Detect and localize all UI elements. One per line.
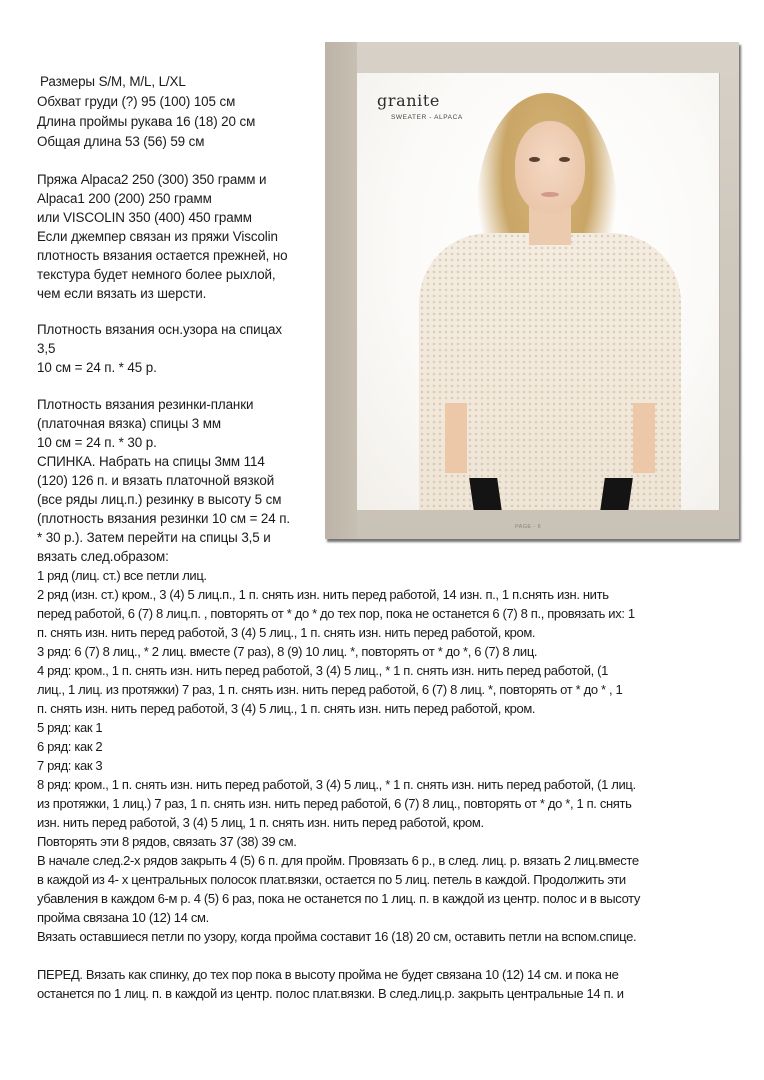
gauge-rib-line: 10 см = 24 п. * 30 р. — [37, 435, 157, 450]
magazine-photo — [325, 42, 739, 539]
photo-frame-edge — [325, 42, 357, 539]
row-instruction: п. снять изн. нить перед работой, 3 (4) 5 лиц., 1 п. снять изн. нить перед работой, кром. — [37, 701, 536, 716]
row-instruction: Вязать оставшиеся петли по узору, когда пройма составит 16 (18) 20 см, оставить петли на вспом.спице. — [37, 929, 637, 944]
model-arm — [445, 403, 467, 473]
model-pants — [599, 478, 633, 510]
back-intro-line: СПИНКА. Набрать на спицы 3мм 114 — [37, 454, 265, 469]
row-instruction: 8 ряд: кром., 1 п. снять изн. нить перед работой, 3 (4) 5 лиц., * 1 п. снять изн. нить перед работой, (1 лиц. — [37, 777, 636, 792]
brand-title: granite — [377, 91, 440, 110]
eye — [559, 157, 570, 162]
gauge-main-line: 10 см = 24 п. * 45 р. — [37, 360, 157, 375]
front-instruction: останется по 1 лиц. п. в каждой из центр. полос плат.вязки. В след.лиц.р. закрыть центральные 14 п. и — [37, 986, 624, 1001]
yarn-line: текстура будет немного более рыхлой, — [37, 267, 276, 282]
yarn-line: или VISCOLIN 350 (400) 450 грамм — [37, 210, 252, 225]
gauge-rib-line: Плотность вязания резинки-планки — [37, 397, 254, 412]
model-face — [515, 121, 585, 213]
back-intro-line: * 30 р.). Затем перейти на спицы 3,5 и — [37, 530, 271, 545]
row-instruction: В начале след.2-х рядов закрыть 4 (5) 6 п. для пройм. Провязать 6 р., в след. лиц. р. вязать 2 лиц.вместе — [37, 853, 639, 868]
row-instruction: 5 ряд: как 1 — [37, 720, 103, 735]
row-instruction: пройма связана 10 (12) 14 см. — [37, 910, 209, 925]
back-intro-line: (все ряды лиц.п.) резинку в высоту 5 см — [37, 492, 282, 507]
row-instruction: перед работой, 6 (7) 8 лиц.п. , повторять от * до * до тех пор, пока не останется 6 (7) 8 п., провязать их: 1 — [37, 606, 635, 621]
back-intro-line: (120) 126 п. и вязать платочной вязкой — [37, 473, 275, 488]
row-instruction: убавления в каждом 6-м р. 4 (5) 6 раз, пока не останется по 1 лиц. п. в каждой из центр. полос и в высоту — [37, 891, 641, 906]
yarn-line: плотность вязания остается прежней, но — [37, 248, 288, 263]
chest-size: Обхват груди (?) 95 (100) 105 см — [37, 94, 236, 109]
row-instruction: 7 ряд: как 3 — [37, 758, 103, 773]
model-arm — [633, 403, 655, 473]
model-photo — [357, 73, 720, 510]
row-instruction: п. снять изн. нить перед работой, 3 (4) 5 лиц., 1 п. снять изн. нить перед работой, кром. — [37, 625, 536, 640]
yarn-line: чем если вязать из шерсти. — [37, 286, 207, 301]
model-pants — [469, 478, 503, 510]
yarn-line: Пряжа Alpaca2 250 (300) 350 грамм и — [37, 172, 267, 187]
row-instruction: 1 ряд (лиц. ст.) все петли лиц. — [37, 568, 207, 583]
lips — [541, 192, 559, 197]
row-instruction: 2 ряд (изн. ст.) кром., 3 (4) 5 лиц.п., 1 п. снять изн. нить перед работой, 14 изн. п., 1 п.снять изн. нить — [37, 587, 609, 602]
armhole-length: Длина проймы рукава 16 (18) 20 см — [37, 114, 256, 129]
row-instruction: в каждой из 4- х центральных полосок плат.вязки, остается по 5 лиц. петель в каждой. Продолжить эти — [37, 872, 626, 887]
row-instruction: 3 ряд: 6 (7) 8 лиц., * 2 лиц. вместе (7 раз), 8 (9) 10 лиц. *, повторять от * до *, 6 (7) 8 лиц. — [37, 644, 538, 659]
eye — [529, 157, 540, 162]
row-instruction: 6 ряд: как 2 — [37, 739, 103, 754]
back-intro-line: вязать след.образом: — [37, 549, 169, 564]
sizes-title: Размеры S/M, M/L, L/XL — [40, 74, 186, 89]
row-instruction: 4 ряд: кром., 1 п. снять изн. нить перед работой, 3 (4) 5 лиц., * 1 п. снять изн. нить перед работой, (1 — [37, 663, 609, 678]
row-instruction: лиц., 1 лиц. из протяжки) 7 раз, 1 п. снять изн. нить перед работой, 6 (7) 8 лиц. *, повторять от * до * , 1 — [37, 682, 623, 697]
row-instruction: Повторять эти 8 рядов, связать 37 (38) 39 см. — [37, 834, 297, 849]
yarn-line: Alpaca1 200 (200) 250 грамм — [37, 191, 212, 206]
total-length: Общая длина 53 (56) 59 см — [37, 134, 205, 149]
gauge-main-line: 3,5 — [37, 341, 56, 356]
front-instruction: ПЕРЕД. Вязать как спинку, до тех пор пока в высоту пройма не будет связана 10 (12) 14 см. и пока не — [37, 967, 619, 982]
back-intro-line: (плотность вязания резинки 10 см = 24 п. — [37, 511, 291, 526]
yarn-line: Если джемпер связан из пряжи Viscolin — [37, 229, 278, 244]
page-number: PAGE - 6 — [515, 524, 542, 530]
gauge-rib-line: (платочная вязка) спицы 3 мм — [37, 416, 221, 431]
gauge-main-line: Плотность вязания осн.узора на спицах — [37, 322, 282, 337]
row-instruction: изн. нить перед работой, 3 (4) 5 лиц, 1 п. снять изн. нить перед работой, кром. — [37, 815, 484, 830]
brand-subtitle: SWEATER - ALPACA — [391, 114, 463, 121]
row-instruction: из протяжки, 1 лиц.) 7 раз, 1 п. снять изн. нить перед работой, 6 (7) 8 лиц., повторять от * до *, 1 п. снять — [37, 796, 632, 811]
